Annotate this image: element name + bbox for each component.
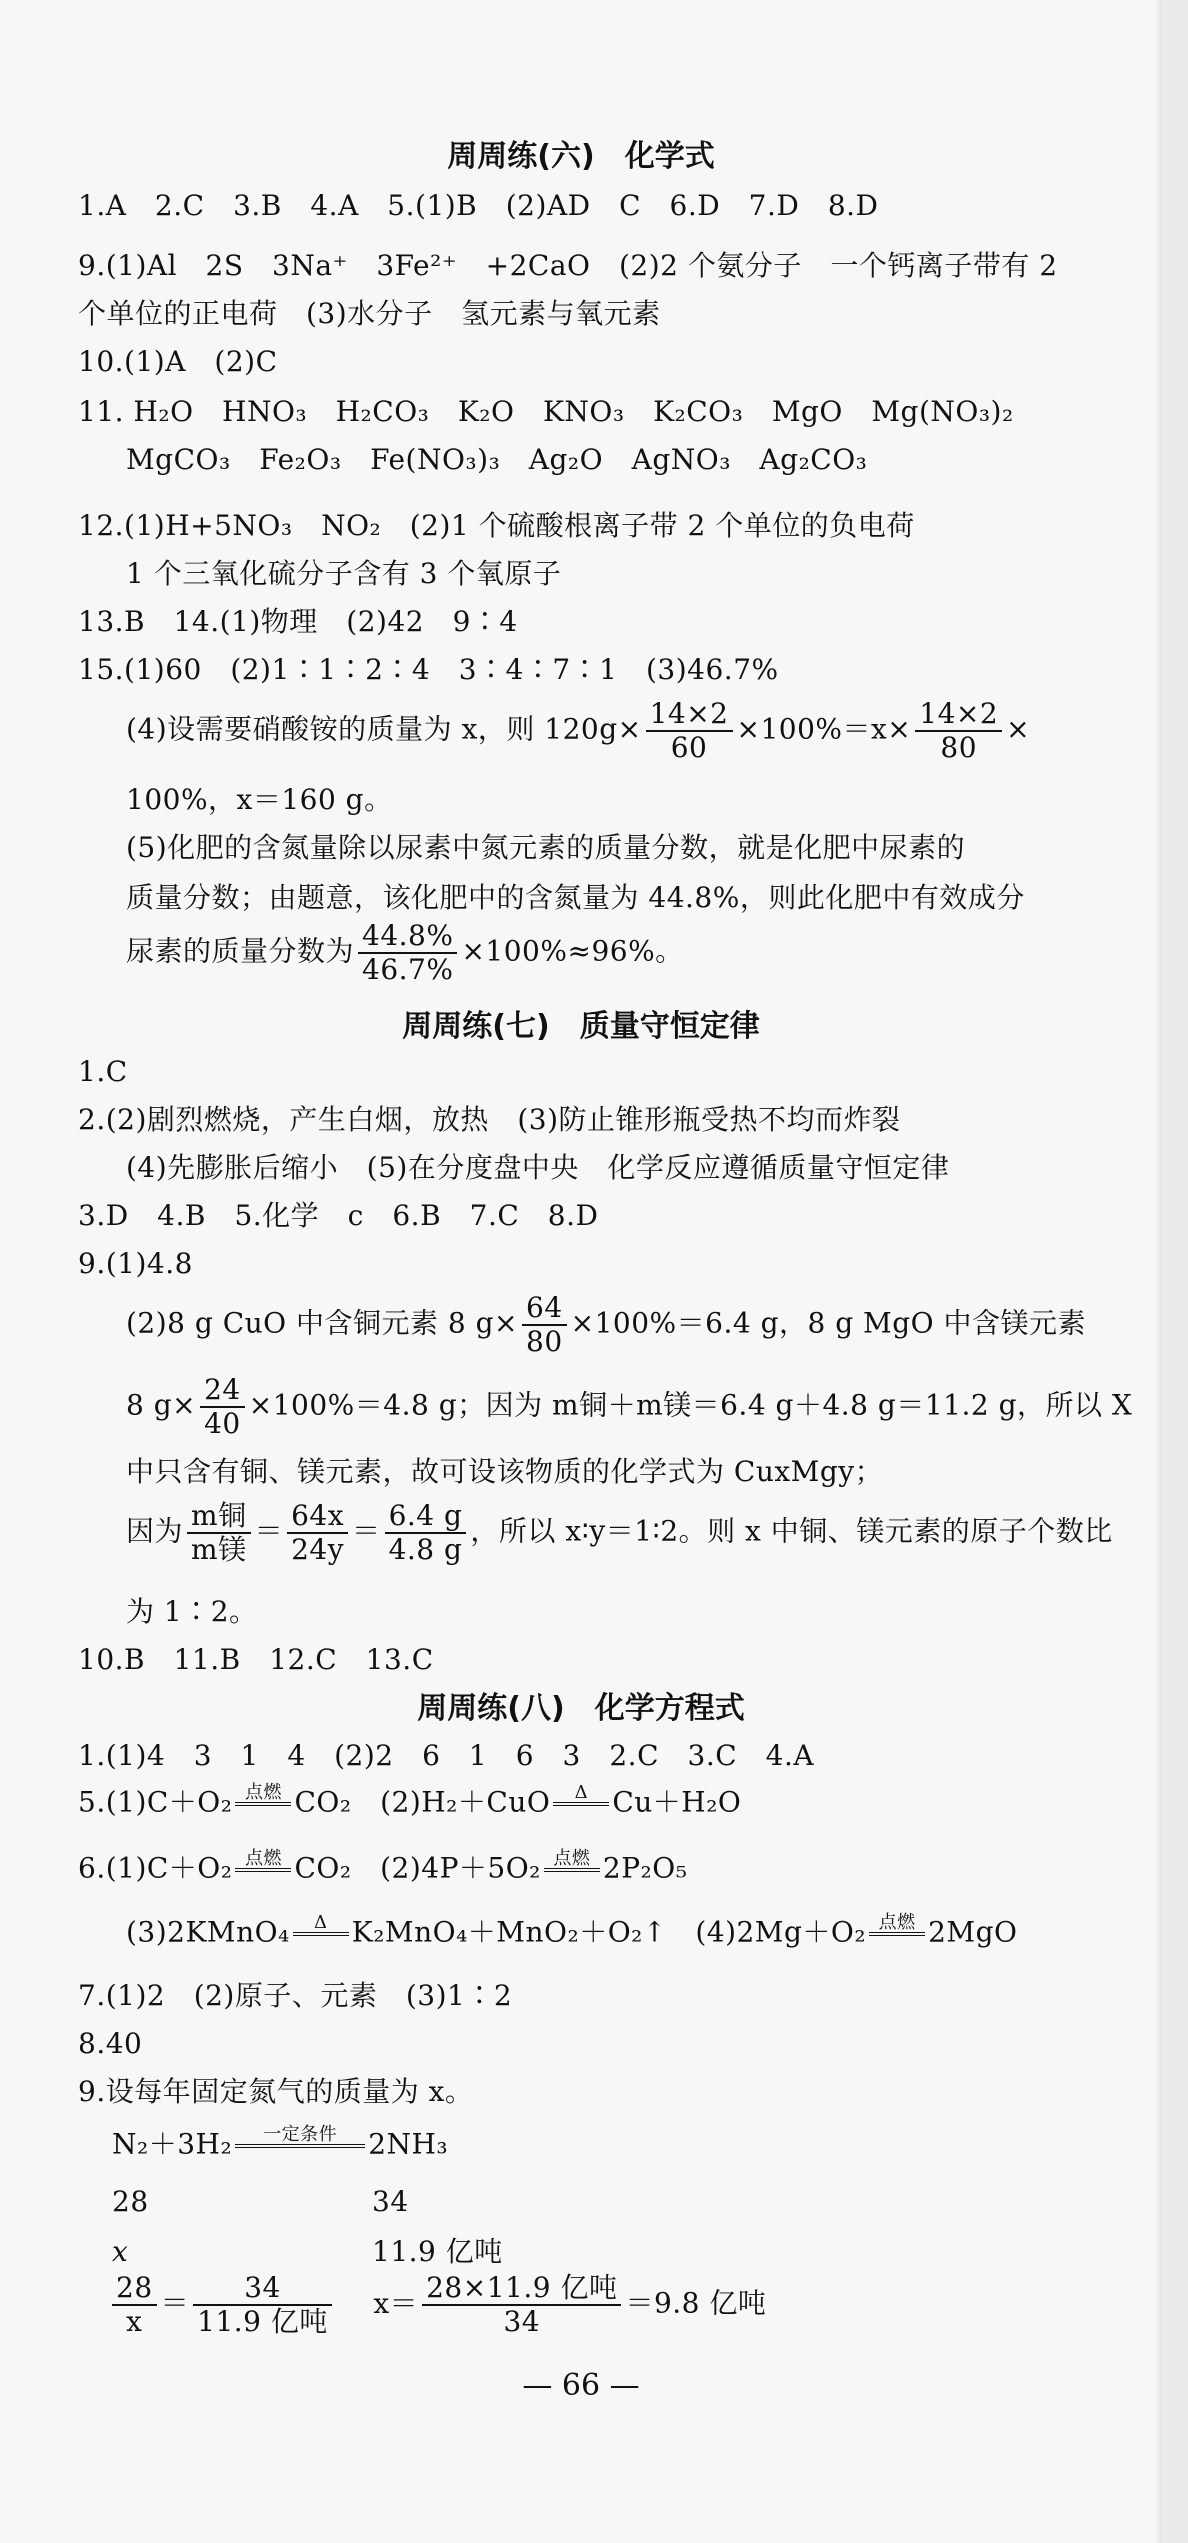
answer-line: 8.40 (78, 2027, 143, 2060)
fraction: $\frac{14\times 2}{80}$ (915, 698, 1002, 764)
fraction: $\frac{44.8\%}{46.7\%}$ (358, 920, 457, 986)
reaction-arrow: Δ (293, 1914, 349, 1954)
fraction: $\frac{64x}{24y}$ (287, 1500, 348, 1566)
equation-line: 6.(1)C＋O₂ 点燃 CO₂ (2)4P＋5O₂ 点燃 2P₂O₅ (78, 1850, 687, 1890)
mass-value: 28 (112, 2185, 149, 2218)
mass-value: 11.9 亿吨 (372, 2235, 503, 2268)
equation-line: (3)2KMnO₄ Δ K₂MnO₄＋MnO₂＋O₂↑ (4)2Mg＋O₂ 点燃 2MgO (126, 1914, 1017, 1954)
answer-line: 1 个三氧化硫分子含有 3 个氧原子 (126, 557, 562, 590)
answer-line-fraction: 因为 $\frac{\text{m铜}}{\text{m镁}}$ ＝ $\frac{64x}{24y}$ ＝ $\frac{6.4 g}{4.8 g}$ ，所以 x∶y＝1∶2。则 x 中铜、镁元素的原子个数比 (126, 1499, 1113, 1566)
answer-line-fraction: 尿素的质量分数为 $\frac{44.8\%}{46.7\%}$ ×100%≈96%。 (126, 919, 684, 986)
answer-line: 中只含有铜、镁元素，故可设该物质的化学式为 CuxMgy； (126, 1455, 884, 1488)
answer-line: 9.(1)Al 2S 3Na⁺ 3Fe²⁺ +2CaO (2)2 个氨分子 一个钙离子带有 2 (78, 249, 1058, 282)
answer-line: 9.(1)4.8 (78, 1247, 193, 1280)
fraction: $\frac{14\times 2}{60}$ (646, 698, 733, 764)
reaction-arrow: 点燃 (235, 1850, 291, 1890)
fraction: $\frac{6.4 g}{4.8 g}$ (385, 1500, 467, 1566)
section-title-8: 周周练(八) 化学方程式 (417, 1691, 745, 1726)
page-number: — 66 — (522, 2368, 640, 2403)
section-title-6: 周周练(六) 化学式 (447, 139, 715, 174)
answer-line: 100%，x＝160 g。 (126, 783, 393, 816)
reaction-arrow: 点燃 (544, 1850, 600, 1890)
answer-line: 1.C (78, 1055, 128, 1088)
answer-line: 15.(1)60 (2)1∶1∶2∶4 3∶4∶7∶1 (3)46.7% (78, 653, 779, 686)
answer-line: 1.(1)4 3 1 4 (2)2 6 1 6 3 2.C 3.C 4.A (78, 1739, 815, 1772)
answer-line: 11. H₂O HNO₃ H₂CO₃ K₂O KNO₃ K₂CO₃ MgO Mg(NO₃)₂ (78, 395, 1014, 428)
mass-value: x (112, 2235, 129, 2268)
reaction-arrow: 点燃 (869, 1914, 925, 1954)
answer-line: 10.(1)A (2)C (78, 345, 278, 378)
fraction: $\frac{28}{x}$ (112, 2272, 157, 2338)
mass-value: 34 (372, 2185, 409, 2218)
equation-line: 5.(1)C＋O₂ 点燃 CO₂ (2)H₂＋CuO Δ Cu＋H₂O (78, 1784, 741, 1824)
answer-line: 13.B 14.(1)物理 (2)42 9∶4 (78, 605, 518, 638)
answer-line: 质量分数；由题意，该化肥中的含氮量为 44.8%，则此化肥中有效成分 (126, 881, 1025, 914)
answer-line: 1.A 2.C 3.B 4.A 5.(1)B (2)AD C 6.D 7.D 8.D (78, 189, 879, 222)
answer-line: 3.D 4.B 5.化学 c 6.B 7.C 8.D (78, 1199, 599, 1232)
answer-line-fraction: 8 g× $\frac{24}{40}$ ×100%＝4.8 g；因为 m铜＋m镁＝6.4 g＋4.8 g＝11.2 g，所以 X (126, 1373, 1133, 1440)
answer-line: 2.(2)剧烈燃烧，产生白烟，放热 (3)防止锥形瓶受热不均而炸裂 (78, 1103, 901, 1136)
answer-line: 个单位的正电荷 (3)水分子 氢元素与氧元素 (78, 297, 661, 330)
answer-line: (5)化肥的含氮量除以尿素中氮元素的质量分数，就是化肥中尿素的 (126, 831, 966, 864)
answer-line: 10.B 11.B 12.C 13.C (78, 1643, 434, 1676)
answer-line-fraction: (4)设需要硝酸铵的质量为 x，则 120g× $\frac{14\times 2}{60}$ ×100%＝x× $\frac{14\times 2}{80}$ × (126, 697, 1031, 764)
answer-line-fraction: (2)8 g CuO 中含铜元素 8 g× $\frac{64}{80}$ ×100%＝6.4 g，8 g MgO 中含镁元素 (126, 1291, 1087, 1358)
section-title-7: 周周练(七) 质量守恒定律 (402, 1009, 760, 1044)
reaction-arrow: Δ (553, 1784, 609, 1824)
answer-line-fraction: $\frac{28}{x}$ ＝ $\frac{34}{\text{11.9 亿吨}}$ x＝ $\frac{\text{28×11.9 亿吨}}{34}$ ＝9.8 亿吨 (108, 2272, 766, 2338)
answer-line: 9.设每年固定氮气的质量为 x。 (78, 2075, 474, 2108)
answer-line: 12.(1)H+5NO₃ NO₂ (2)1 个硫酸根离子带 2 个单位的负电荷 (78, 509, 915, 542)
answer-line: 7.(1)2 (2)原子、元素 (3)1∶2 (78, 1979, 513, 2012)
answer-line: (4)先膨胀后缩小 (5)在分度盘中央 化学反应遵循质量守恒定律 (126, 1151, 950, 1184)
fraction: $\frac{\text{28×11.9 亿吨}}{34}$ (422, 2272, 621, 2338)
answer-line: 为 1∶2。 (126, 1595, 258, 1628)
reaction-arrow: 点燃 (235, 1784, 291, 1824)
fraction: $\frac{\text{m铜}}{\text{m镁}}$ (187, 1500, 251, 1566)
fraction: $\frac{64}{80}$ (522, 1292, 567, 1358)
fraction: $\frac{24}{40}$ (200, 1374, 245, 1440)
fraction: $\frac{34}{\text{11.9 亿吨}}$ (193, 2272, 332, 2338)
equation-line: N₂＋3H₂ 一定条件 2NH₃ (112, 2126, 448, 2166)
answer-line: MgCO₃ Fe₂O₃ Fe(NO₃)₃ Ag₂O AgNO₃ Ag₂CO₃ (126, 443, 868, 476)
reaction-arrow: 一定条件 (235, 2126, 365, 2166)
